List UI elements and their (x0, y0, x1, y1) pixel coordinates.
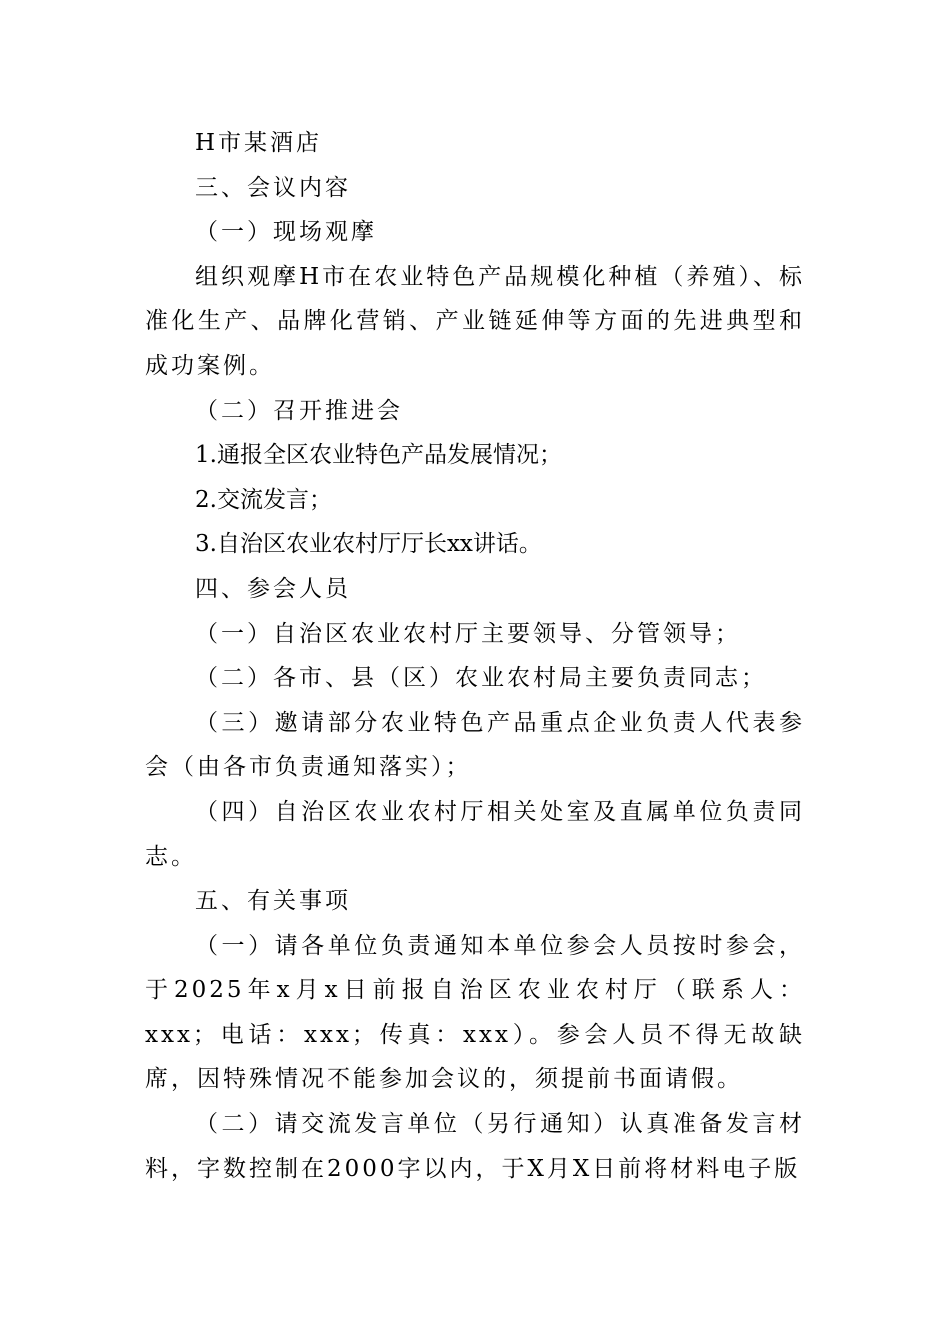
agenda-item-2: 2.交流发言； (195, 486, 332, 513)
attendee-item-2: （二）各市、县（区）农业农村局主要负责同志； (195, 665, 767, 692)
attendee-item-3: （三）邀请部分农业特色产品重点企业负责人代表参会（由各市负责通知落实）； (145, 709, 805, 781)
section-heading-meeting-content: 三、会议内容 (195, 174, 351, 201)
agenda-item-1: 1.通报全区农业特色产品发展情况； (195, 442, 562, 469)
document-body (145, 121, 805, 1191)
section-heading-attendees: 四、参会人员 (195, 575, 351, 602)
venue-line: H市某酒店 (195, 130, 323, 156)
paragraph-site-visit: 组织观摩H市在农业特色产品规模化种植（养殖）、标准化生产、品牌化营销、产业链延伸等方面的先进典型和成功案例。 (145, 263, 805, 379)
agenda-item-3: 3.自治区农业农村厅厅长xx讲话。 (195, 531, 542, 558)
attendee-item-1: （一）自治区农业农村厅主要领导、分管领导； (195, 620, 741, 647)
matter-item-2: （二）请交流发言单位（另行通知）认真准备发言材料，字数控制在2000字以内，于X月X日前将材料电子版 (145, 1111, 805, 1182)
subheading-promotion-meeting: （二）召开推进会 (195, 397, 403, 424)
subheading-site-visit: （一）现场观摩 (195, 219, 377, 246)
section-heading-matters: 五、有关事项 (195, 888, 351, 915)
matter-item-1: （一）请各单位负责通知本单位参会人员按时参会，于2025年x月x日前报自治区农业农村厅（联系人：xxx；电话：xxx；传真：xxx）。参会人员不得无故缺席，因特殊情况不能参加会议的，须提前书面请假。 (145, 932, 805, 1093)
attendee-item-4: （四）自治区农业农村厅相关处室及直属单位负责同志。 (145, 798, 805, 870)
